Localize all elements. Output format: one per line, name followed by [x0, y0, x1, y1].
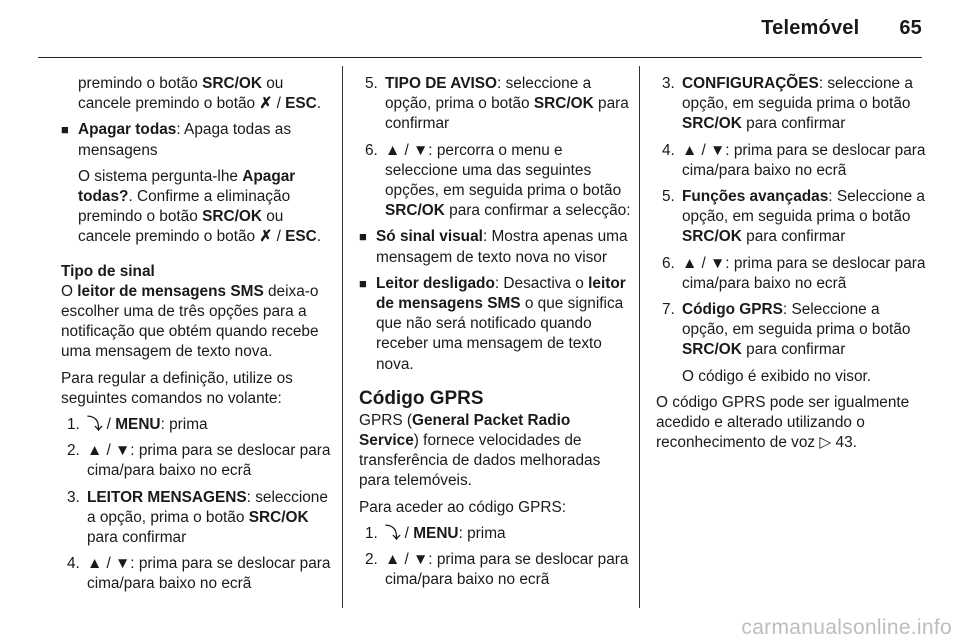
bullet-icon: ■ [61, 122, 69, 138]
list-item: 3. CONFIGURAÇÕES: seleccione a opção, em seguida prima o botão SRC/OK para confirmar [662, 75, 913, 133]
list-item: ■ Leitor desligado: Desactiva o leitor de mensagens SMS o que significa que não será notificado quando receber uma mensagem de texto nova. [359, 274, 626, 373]
paragraph: O leitor de mensagens SMS deixa-o escolher uma de três opções para a notificação que obtém quando recebe uma mensagem de texto nova. [61, 282, 319, 361]
phone-icon: ⤵ [87, 416, 103, 434]
arrow-icons: ▲ / ▼ [682, 254, 726, 272]
paragraph: O sistema pergunta-lhe Apagar todas?. Confirme a eliminação premindo o botão SRC/OK ou cancele premindo o botão ✗ / ESC. [78, 167, 322, 246]
mute-icon: ✗ [259, 95, 273, 113]
mute-icon: ✗ [259, 228, 273, 246]
list-item: 6. ▲ / ▼: prima para se deslocar para cima/para baixo no ecrã [662, 254, 926, 292]
arrow-icons: ▲ / ▼ [87, 555, 131, 573]
paragraph: Para regular a definição, utilize os seguintes comandos no volante: [61, 369, 293, 407]
column-2 [359, 74, 631, 596]
paragraph: premindo o botão SRC/OK ou cancele premindo o botão ✗ / ESC. [78, 75, 322, 113]
list-item: 4. ▲ / ▼: prima para se deslocar para cima/para baixo no ecrã [67, 555, 331, 593]
arrow-icons: ▲ / ▼ [87, 442, 131, 460]
list-item: 5. TIPO DE AVISO: seleccione a opção, prima o botão SRC/OK para confirmar [365, 75, 629, 133]
watermark: carmanualsonline.info [741, 615, 952, 639]
list-item: ■ Apagar todas: Apaga todas as mensagens [61, 121, 292, 159]
phone-icon: ⤵ [385, 524, 401, 542]
column-divider [639, 66, 640, 608]
arrow-icons: ▲ / ▼ [682, 141, 726, 159]
column-3 [656, 74, 928, 459]
bullet-icon: ■ [359, 275, 367, 291]
list-item: ■ Só sinal visual: Mostra apenas uma mensagem de texto nova no visor [359, 228, 628, 266]
list-item: 5. Funções avançadas: Seleccione a opção, em seguida prima o botão SRC/OK para confirmar [662, 188, 925, 246]
arrow-icons: ▲ / ▼ [385, 141, 429, 159]
section-heading: Código GPRS [359, 387, 484, 409]
arrow-icons: ▲ / ▼ [385, 551, 429, 569]
paragraph: GPRS (General Packet Radio Service) fornece velocidades de transferência de dados melhoradas para telemóveis. [359, 411, 601, 490]
section-heading: Tipo de sinal [61, 262, 155, 280]
reference-icon: ▷ [819, 434, 832, 452]
header-rule [38, 57, 922, 58]
bullet-icon: ■ [359, 229, 367, 245]
column-divider [342, 66, 343, 608]
list-item: 3. LEITOR MENSAGENS: seleccione a opção, prima o botão SRC/OK para confirmar [67, 488, 328, 547]
paragraph: O código é exibido no visor. [682, 367, 872, 385]
list-item: 2. ▲ / ▼: prima para se deslocar para cima/para baixo no ecrã [67, 442, 331, 480]
paragraph: O código GPRS pode ser igualmente acedido e alterado utilizando o reconhecimento de voz ▷ 43. [656, 393, 910, 452]
paragraph: Para aceder ao código GPRS: [359, 498, 567, 516]
list-item: 7. Código GPRS: Seleccione a opção, em seguida prima o botão SRC/OK para confirmar [662, 301, 911, 359]
column-1 [61, 74, 333, 601]
page-reference[interactable]: 43 [835, 434, 853, 452]
list-item: 2. ▲ / ▼: prima para se deslocar para cima/para baixo no ecrã [365, 551, 629, 589]
page-header [761, 18, 922, 38]
list-item: 4. ▲ / ▼: prima para se deslocar para cima/para baixo no ecrã [662, 141, 926, 179]
list-item: 6. ▲ / ▼: percorra o menu e seleccione uma das seguintes opções, em seguida prima o botão SRC/OK para confirmar a selecção: [365, 141, 631, 220]
list-item: 1. ⤵ / MENU: prima [365, 524, 506, 542]
list-item: 1. ⤵ / MENU: prima [67, 416, 208, 434]
page-number: 65 [899, 17, 922, 39]
header-title: Telemóvel [761, 17, 860, 39]
